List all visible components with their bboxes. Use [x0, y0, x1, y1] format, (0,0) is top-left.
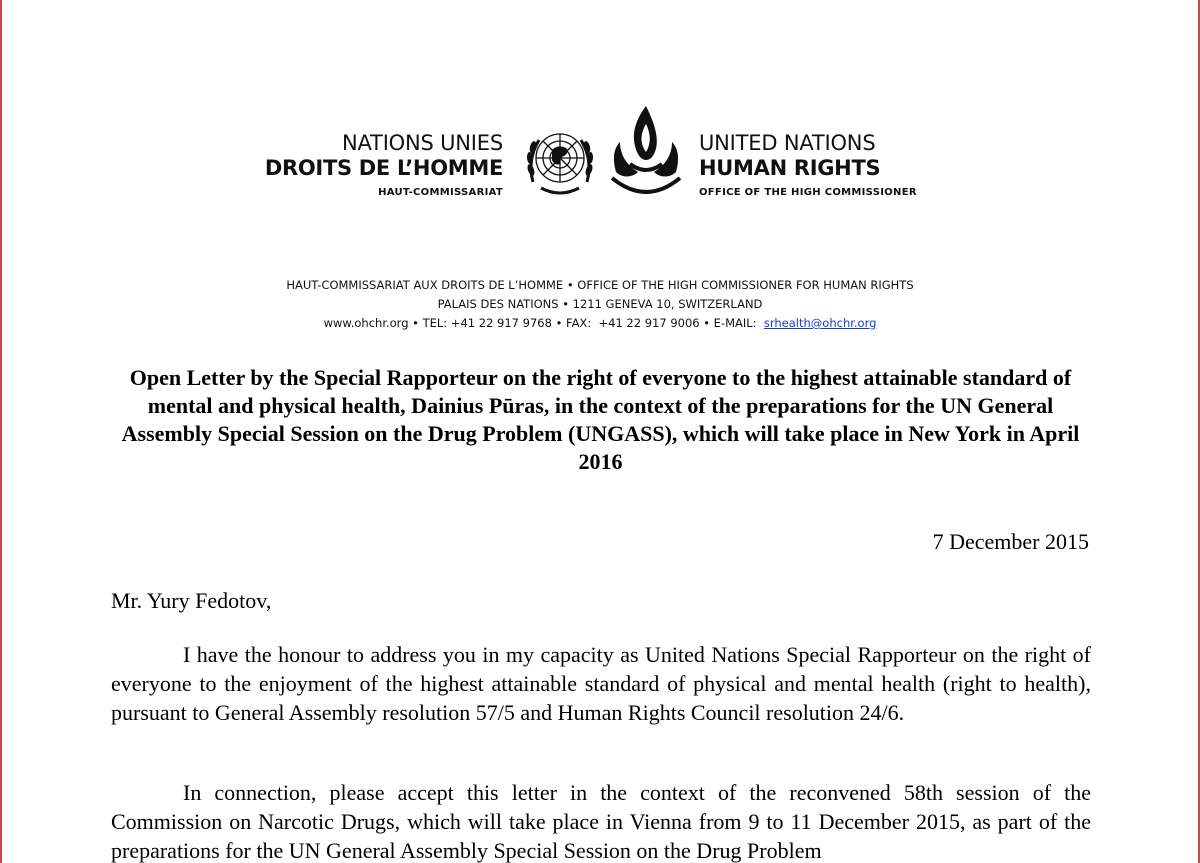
salutation: Mr. Yury Fedotov,: [111, 588, 272, 613]
page-border-left: [0, 0, 2, 863]
paragraph-1-text: I have the honour to address you in my capacity as United Nations Special Rapporteur on the right of everyone to the enjoyment of the highest attainable standard of physical and mental health (right to health), pursuant to General Assembly resolution 57/5 and Human Rights Council resolution 24/6.: [111, 642, 1091, 725]
fr-nations-unies: NATIONS UNIES: [342, 131, 503, 155]
french-org-name: [265, 131, 503, 199]
en-office-of-high-commissioner: OFFICE OF THE HIGH COMMISSIONER: [699, 187, 917, 198]
letterhead-address: [0, 276, 1200, 333]
paragraph-2: [111, 778, 1091, 863]
paragraph-1: [111, 640, 1091, 727]
paragraph-2-text: In connection, please accept this letter in the context of the reconvened 58th session of the Commission on Narcotic Drugs, which will take place in Vienna from 9 to 11 December 2015, as part of the preparations for the UN General Assembly Special Session on the Drug Problem: [111, 780, 1091, 863]
letter-title: Open Letter by the Special Rapporteur on the right of everyone to the highest attainable standard of mental and physical health, Dainius Pūras, in the context of the preparations for the UN General Assembly Special Session on the Drug Problem (UNGASS), which will take place in New York in April 2016: [121, 365, 1080, 474]
en-united-nations: UNITED NATIONS: [699, 131, 876, 155]
email-link[interactable]: srhealth@ohchr.org: [763, 316, 877, 330]
un-emblem-icon: [519, 122, 601, 202]
address-line-2: PALAIS DES NATIONS • 1211 GENEVA 10, SWITZERLAND: [437, 297, 763, 311]
address-line-3: [0, 314, 1200, 333]
english-org-name: [699, 131, 917, 199]
contact-details: www.ohchr.org • TEL: +41 22 917 9768 • FAX: +41 22 917 9006 • E-MAIL:: [323, 316, 764, 330]
address-line-1: HAUT-COMMISSARIAT AUX DROITS DE L’HOMME • OFFICE OF THE HIGH COMMISSIONER FOR HUMAN RIGHTS: [286, 278, 914, 292]
human-rights-emblem-icon: [604, 102, 688, 202]
letter-date: 7 December 2015: [932, 529, 1089, 554]
fr-haut-commissariat: HAUT-COMMISSARIAT: [378, 187, 503, 198]
en-human-rights: HUMAN RIGHTS: [699, 156, 881, 180]
fr-droits-de-lhomme: DROITS DE L’HOMME: [264, 156, 503, 180]
